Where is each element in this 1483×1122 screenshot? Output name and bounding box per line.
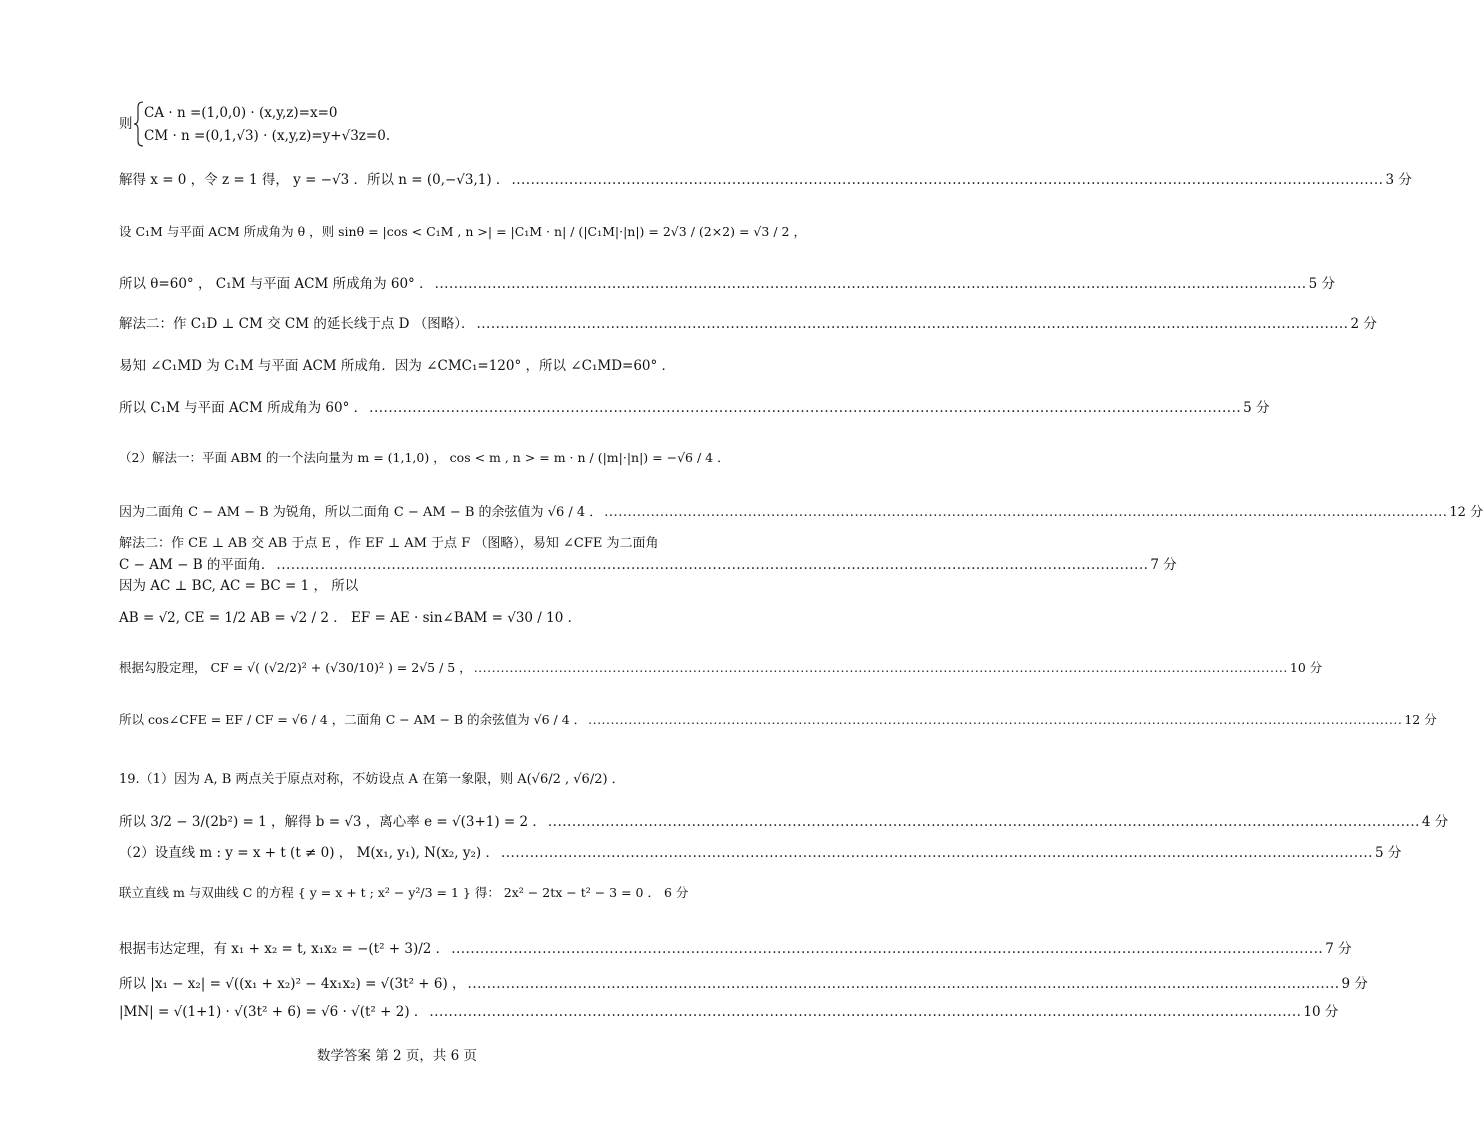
line-6: 易知 ∠C₁MD 为 C₁M 与平面 ACM 所成角．因为 ∠CMC₁=120° ，所以 ∠C₁MD=60° ．: [119, 358, 676, 374]
line-14: 根据勾股定理， CF = √( (√2/2)² + (√30/10)² ) = 2√5 / 5 ， ...................................................................................................................................................................................... 10 分: [119, 660, 1323, 675]
line-19: 联立直线 m 与双曲线 C 的方程 { y = x + t ; x² − y²/3 = 1 } 得： 2x² − 2tx − t² − 3 = 0 ． 6 分: [119, 885, 689, 900]
line-17: 所以 3/2 − 3/(2b²) = 1 ，解得 b = √3 ，离心率 e = √(3+1) = 2 ． ...................................................................................................................................................................................... 4 分: [119, 814, 1449, 830]
system-equation-1: CA · n =(1,0,0) · (x,y,z)=x=0: [144, 105, 338, 121]
line-12: 因为 AC ⊥ BC, AC = BC = 1 ， 所以: [119, 578, 359, 594]
line-4: 所以 θ=60° ， C₁M 与平面 ACM 所成角为 60° ． ...................................................................................................................................................................................... 5 分: [119, 276, 1335, 292]
line-9: 因为二面角 C − AM − B 为锐角，所以二面角 C − AM − B 的余弦值为 √6 / 4 ． ...................................................................................................................................................................................... 12 分: [119, 505, 1483, 520]
left-brace: [134, 101, 144, 147]
line-10: 解法二：作 CE ⊥ AB 交 AB 于点 E ，作 EF ⊥ AM 于点 F （图略），易知 ∠CFE 为二面角: [119, 536, 659, 551]
system-prefix: 则: [119, 116, 133, 132]
line-5: 解法二：作 C₁D ⊥ CM 交 CM 的延长线于点 D （图略）． ...................................................................................................................................................................................... 2 分: [119, 316, 1377, 332]
line-7: 所以 C₁M 与平面 ACM 所成角为 60° ． ...................................................................................................................................................................................... 5 分: [119, 400, 1270, 416]
line-13: AB = √2, CE = 1/2 AB = √2 / 2 ． EF = AE · sin∠BAM = √30 / 10 ．: [119, 610, 582, 626]
line-15: 所以 cos∠CFE = EF / CF = √6 / 4 ，二面角 C − AM − B 的余弦值为 √6 / 4 ． ...................................................................................................................................................................................... 12 分: [119, 712, 1437, 727]
line-11: C − AM − B 的平面角． ...................................................................................................................................................................................... 7 分: [119, 557, 1177, 573]
line-16: 19.（1）因为 A, B 两点关于原点对称，不妨设点 A 在第一象限，则 A(√6/2 , √6/2) ．: [119, 772, 625, 787]
line-18: （2）设直线 m : y = x + t (t ≠ 0) ， M(x₁, y₁), N(x₂, y₂) ． ...................................................................................................................................................................................... 5 分: [119, 845, 1402, 861]
line-22: |MN| = √(1+1) · √(3t² + 6) = √6 · √(t² + 2) ． ...................................................................................................................................................................................... 10 分: [119, 1004, 1339, 1020]
line-2: 解得 x = 0 ，令 z = 1 得， y = −√3 ．所以 n = (0,−√3,1) ． ...................................................................................................................................................................................... 3 分: [119, 172, 1412, 188]
line-20: 根据韦达定理，有 x₁ + x₂ = t, x₁x₂ = −(t² + 3)/2 ． ...................................................................................................................................................................................... 7 分: [119, 941, 1352, 957]
line-8: （2）解法一：平面 ABM 的一个法向量为 m = (1,1,0) ， cos < m , n > = m · n / (|m|·|n|) = −√6 / 4 ．: [119, 450, 730, 465]
line-21: 所以 |x₁ − x₂| = √((x₁ + x₂)² − 4x₁x₂) = √(3t² + 6) ， ...................................................................................................................................................................................... 9 分: [119, 976, 1368, 992]
line-3: 设 C₁M 与平面 ACM 所成角为 θ ，则 sinθ = |cos < C₁M , n >| = |C₁M · n| / (|C₁M|·|n|) = 2√3 / (2×2) = √3 / 2 ，: [119, 224, 806, 239]
system-equation-2: CM · n =(0,1,√3) · (x,y,z)=y+√3z=0.: [144, 128, 391, 144]
page-footer: 数学答案 第 2 页，共 6 页: [316, 1048, 478, 1064]
